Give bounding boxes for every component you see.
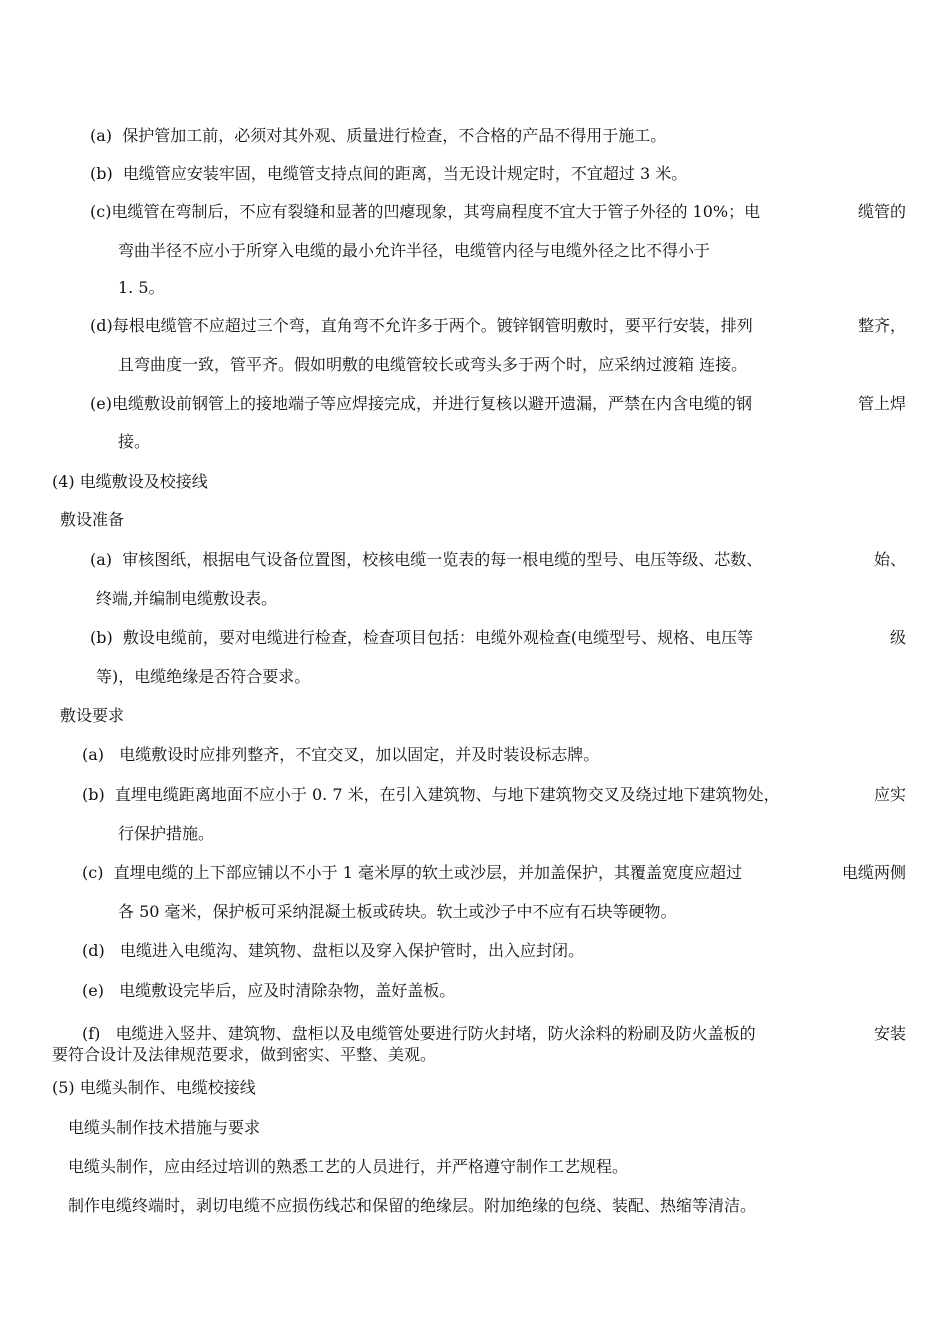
section-5-subtitle: 电缆头制作技术措施与要求 <box>68 1118 261 1137</box>
item-text-tail: 应实 <box>873 785 906 804</box>
item-text: 电缆进入竖井、建筑物、盘柜以及电缆管处要进行防火封堵，防火涂料的粉刷及防火盖板的 <box>115 1024 756 1043</box>
prep-item-b-line1 <box>90 628 906 648</box>
req-item-f-line1 <box>82 1024 906 1044</box>
item-label: (d) <box>82 941 105 960</box>
prep-item-a-line2: 终端,并编制电缆敷设表。 <box>96 589 278 608</box>
req-item-f-line2: 要符合设计及法律规范要求，做到密实、平整、美观。 <box>52 1045 437 1064</box>
item-text: 敷设电缆前，要对电缆进行检查，检查项目包括：电缆外观检查(电缆型号、规格、电压等 <box>122 628 754 647</box>
item-text-tail: 整齐， <box>857 316 906 335</box>
item-text-tail: 缆管的 <box>857 202 906 221</box>
item-label: (f) <box>82 1024 101 1043</box>
item-label: (b) <box>82 785 105 804</box>
pipe-item-e-line2: 接。 <box>118 432 151 451</box>
section-5-paragraph-1: 电缆头制作，应由经过培训的熟悉工艺的人员进行，并严格遵守制作工艺规程。 <box>68 1157 629 1176</box>
req-item-d <box>82 941 584 961</box>
item-label: (a) <box>90 550 113 569</box>
item-text-tail: 始、 <box>873 550 906 569</box>
pipe-item-c-line1 <box>90 202 906 222</box>
section-4-heading: (4) 电缆敷设及校接线 <box>52 472 208 491</box>
pipe-item-c-line3: 1. 5。 <box>118 278 165 297</box>
section-5-paragraph-2: 制作电缆终端时，剥切电缆不应损伤线芯和保留的绝缘层。附加绝缘的包绕、装配、热缩等清洁。 <box>68 1196 757 1215</box>
item-text: 直埋电缆距离地面不应小于 0. 7 米，在引入建筑物、与地下建筑物交叉及绕过地下建筑物处， <box>114 785 780 804</box>
item-text: 电缆管应安装牢固，电缆管支持点间的距离，当无设计规定时，不宜超过 3 米。 <box>122 164 688 183</box>
item-text: 审核图纸，根据电气设备位置图，校核电缆一览表的每一根电缆的型号、电压等级、芯数、 <box>122 550 763 569</box>
item-text-tail: 电缆两侧 <box>841 863 906 882</box>
item-label: (c) <box>90 202 112 221</box>
pipe-item-b <box>90 164 687 184</box>
item-text-tail: 管上焊 <box>857 394 906 413</box>
item-label: (e) <box>90 394 112 413</box>
item-label: (a) <box>82 745 105 764</box>
item-label: (a) <box>90 126 113 145</box>
item-text: 每根电缆管不应超过三个弯，直角弯不允许多于两个。镀锌钢管明敷时，要平行安装，排列 <box>112 316 753 335</box>
item-text: 电缆进入电缆沟、建筑物、盘柜以及穿入保护管时，出入应封闭。 <box>120 941 585 960</box>
req-title: 敷设要求 <box>60 706 125 725</box>
item-label: (b) <box>90 628 113 647</box>
item-text-tail: 安装 <box>873 1024 906 1043</box>
prep-item-b-line2: 等)，电缆绝缘是否符合要求。 <box>96 667 311 686</box>
item-label: (d) <box>90 316 113 335</box>
item-text: 电缆敷设完毕后，应及时清除杂物，盖好盖板。 <box>119 981 456 1000</box>
item-text: 直埋电缆的上下部应铺以不小于 1 毫米厚的软土或沙层，并加盖保护，其覆盖宽度应超过 <box>113 863 742 882</box>
pipe-item-d-line1 <box>90 316 906 336</box>
item-text: 电缆敷设前钢管上的接地端子等应焊接完成，并进行复核以避开遗漏，严禁在内含电缆的钢 <box>111 394 752 413</box>
req-item-c-line2: 各 50 毫米，保护板可采纳混凝土板或砖块。软土或沙子中不应有石块等硬物。 <box>118 902 677 921</box>
item-text: 保护管加工前，必须对其外观、质量进行检查，不合格的产品不得用于施工。 <box>122 126 667 145</box>
req-item-b-line2: 行保护措施。 <box>118 824 215 843</box>
item-label: (c) <box>82 863 104 882</box>
item-text: 电缆管在弯制后，不应有裂缝和显著的凹瘪现象，其弯扁程度不宜大于管子外径的 10%；电 <box>111 202 761 221</box>
item-label: (b) <box>90 164 113 183</box>
item-text-tail: 级 <box>889 628 906 647</box>
pipe-item-a <box>90 126 666 146</box>
req-item-e <box>82 981 455 1001</box>
pipe-item-c-line2: 弯曲半径不应小于所穿入电缆的最小允许半径，电缆管内径与电缆外径之比不得小于 <box>118 241 711 260</box>
req-item-b-line1 <box>82 785 906 805</box>
req-item-a <box>82 745 599 765</box>
pipe-item-d-line2: 且弯曲度一致，管平齐。假如明敷的电缆管较长或弯头多于两个时，应采纳过渡箱 连接。 <box>118 355 748 374</box>
item-text: 电缆敷设时应排列整齐，不宜交叉，加以固定，并及时装设标志牌。 <box>119 745 600 764</box>
req-item-c-line1 <box>82 863 906 883</box>
section-5-heading: (5) 电缆头制作、电缆校接线 <box>52 1078 256 1097</box>
pipe-item-e-line1 <box>90 394 906 414</box>
prep-title: 敷设准备 <box>60 510 125 529</box>
prep-item-a-line1 <box>90 550 906 570</box>
item-label: (e) <box>82 981 104 1000</box>
